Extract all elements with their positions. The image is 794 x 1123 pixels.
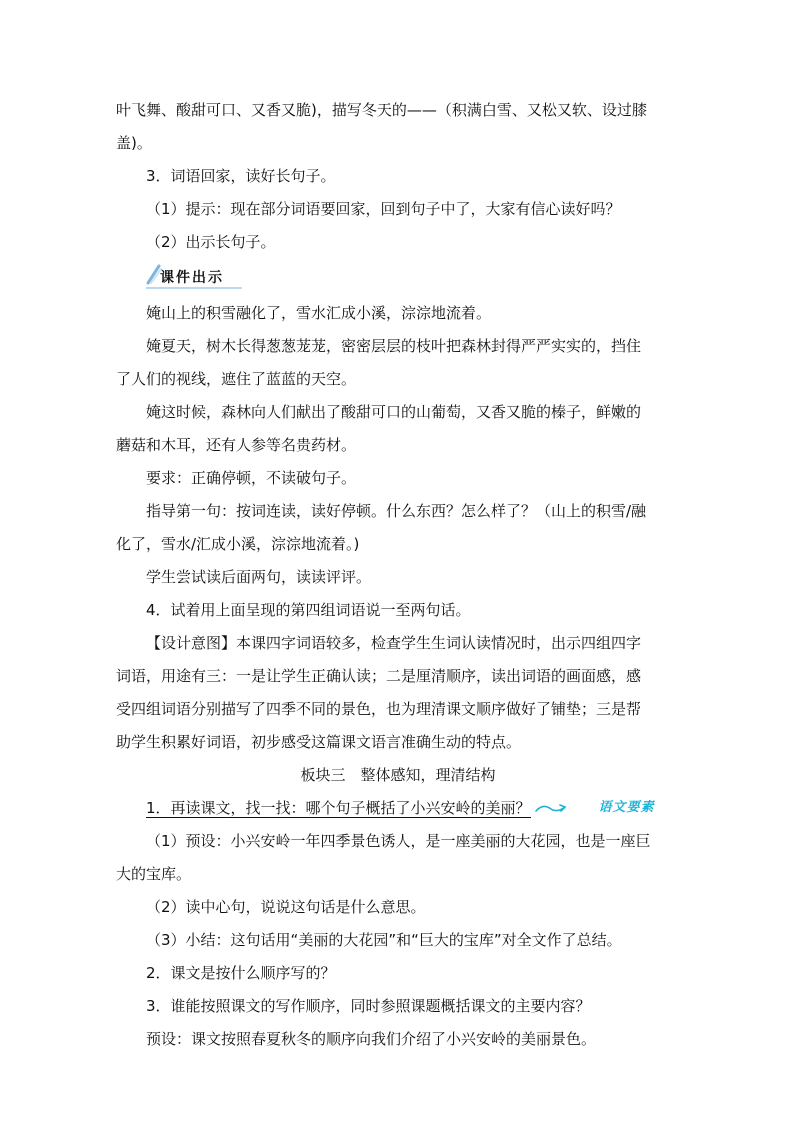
literacy-tag bbox=[535, 799, 655, 819]
step-heading: 3．谁能按照课文的写作顺序，同时参照课题概括课文的主要内容？ bbox=[146, 997, 591, 1015]
text-line: 预设：课文按照春夏秋冬的顺序向我们介绍了小兴安岭的美丽景色。 bbox=[146, 1030, 597, 1048]
text-line: 【设计意图】本课四字词语较多，检查学生生词认读情况时，出示四组四字 bbox=[146, 634, 642, 652]
text-line: 要求：正确停顿，不读破句子。 bbox=[146, 469, 357, 487]
text-line: 盖)。 bbox=[116, 134, 152, 152]
text-line: 蘑菇和木耳，还有人参等名贵药材。 bbox=[116, 436, 357, 454]
courseware-badge bbox=[116, 259, 680, 297]
text-line: 㛪山上的积雪融化了，雪水汇成小溪，淙淙地流着。 bbox=[146, 304, 492, 322]
text-line: 助学生积累好词语，初步感受这篇课文语言准确生动的特点。 bbox=[116, 733, 522, 751]
step-heading: 3．词语回家，读好长句子。 bbox=[146, 167, 336, 185]
section-heading: 板块三 整体感知，理清结构 bbox=[300, 766, 496, 784]
text-line: 词语，用途有三：一是让学生正确认读；二是厘清顺序，读出词语的画面感，感 bbox=[116, 667, 642, 685]
text-line: 受四组词语分别描写了四季不同的景色，也为理清课文顺序做好了铺垫；三是帮 bbox=[116, 700, 642, 718]
text-line: （3）小结：这句话用“美丽的大花园”和“巨大的宝库”对全文作了总结。 bbox=[146, 931, 622, 949]
courseware-label: 课件出示 bbox=[160, 270, 224, 286]
step-heading: 2．课文是按什么顺序写的？ bbox=[146, 964, 336, 982]
text-line: （1）预设：小兴安岭一年四季景色诱人，是一座美丽的大花园，也是一座巨 bbox=[146, 832, 651, 850]
text-line: （2）出示长句子。 bbox=[146, 233, 276, 251]
arrow-icon bbox=[535, 801, 567, 815]
underlined-question: 1．再读课文，找一找：哪个句子概括了小兴安岭的美丽？ bbox=[146, 799, 531, 817]
step-heading-with-tag bbox=[116, 792, 680, 825]
text-line: 化了，雪水/汇成小溪，淙淙地流着。) bbox=[116, 535, 360, 553]
text-line: 叶飞舞、酸甜可口、又香又脆)，描写冬天的——（积满白雪、又松又软、设过膝 bbox=[116, 101, 647, 119]
text-line: （1）提示：现在部分词语要回家，回到句子中了，大家有信心读好吗？ bbox=[146, 200, 621, 218]
text-line: 㛪这时候，森林向人们献出了酸甜可口的山葡萄，又香又脆的榛子，鲜嫩的 bbox=[146, 403, 642, 421]
text-line: 大的宝库。 bbox=[116, 865, 192, 883]
step-heading: 4．试着用上面呈现的第四组词语说一至两句话。 bbox=[146, 601, 471, 619]
lesson-plan-body bbox=[116, 94, 680, 1056]
text-line: （2）读中心句，说说这句话是什么意思。 bbox=[146, 898, 426, 916]
text-line: 学生尝试读后面两句，读读评评。 bbox=[146, 568, 372, 586]
text-line: 指导第一句：按词连读，读好停顿。什么东西？怎么样了？（山上的积雪/融 bbox=[146, 502, 647, 520]
text-line: 了人们的视线，遮住了蓝蓝的天空。 bbox=[116, 370, 357, 388]
literacy-tag-label: 语文要素 bbox=[598, 799, 655, 815]
courseware-divider bbox=[146, 287, 242, 289]
text-line: 㛪夏天，树木长得葱葱茏茏，密密层层的枝叶把森林封得严严实实的，挡住 bbox=[146, 337, 642, 355]
